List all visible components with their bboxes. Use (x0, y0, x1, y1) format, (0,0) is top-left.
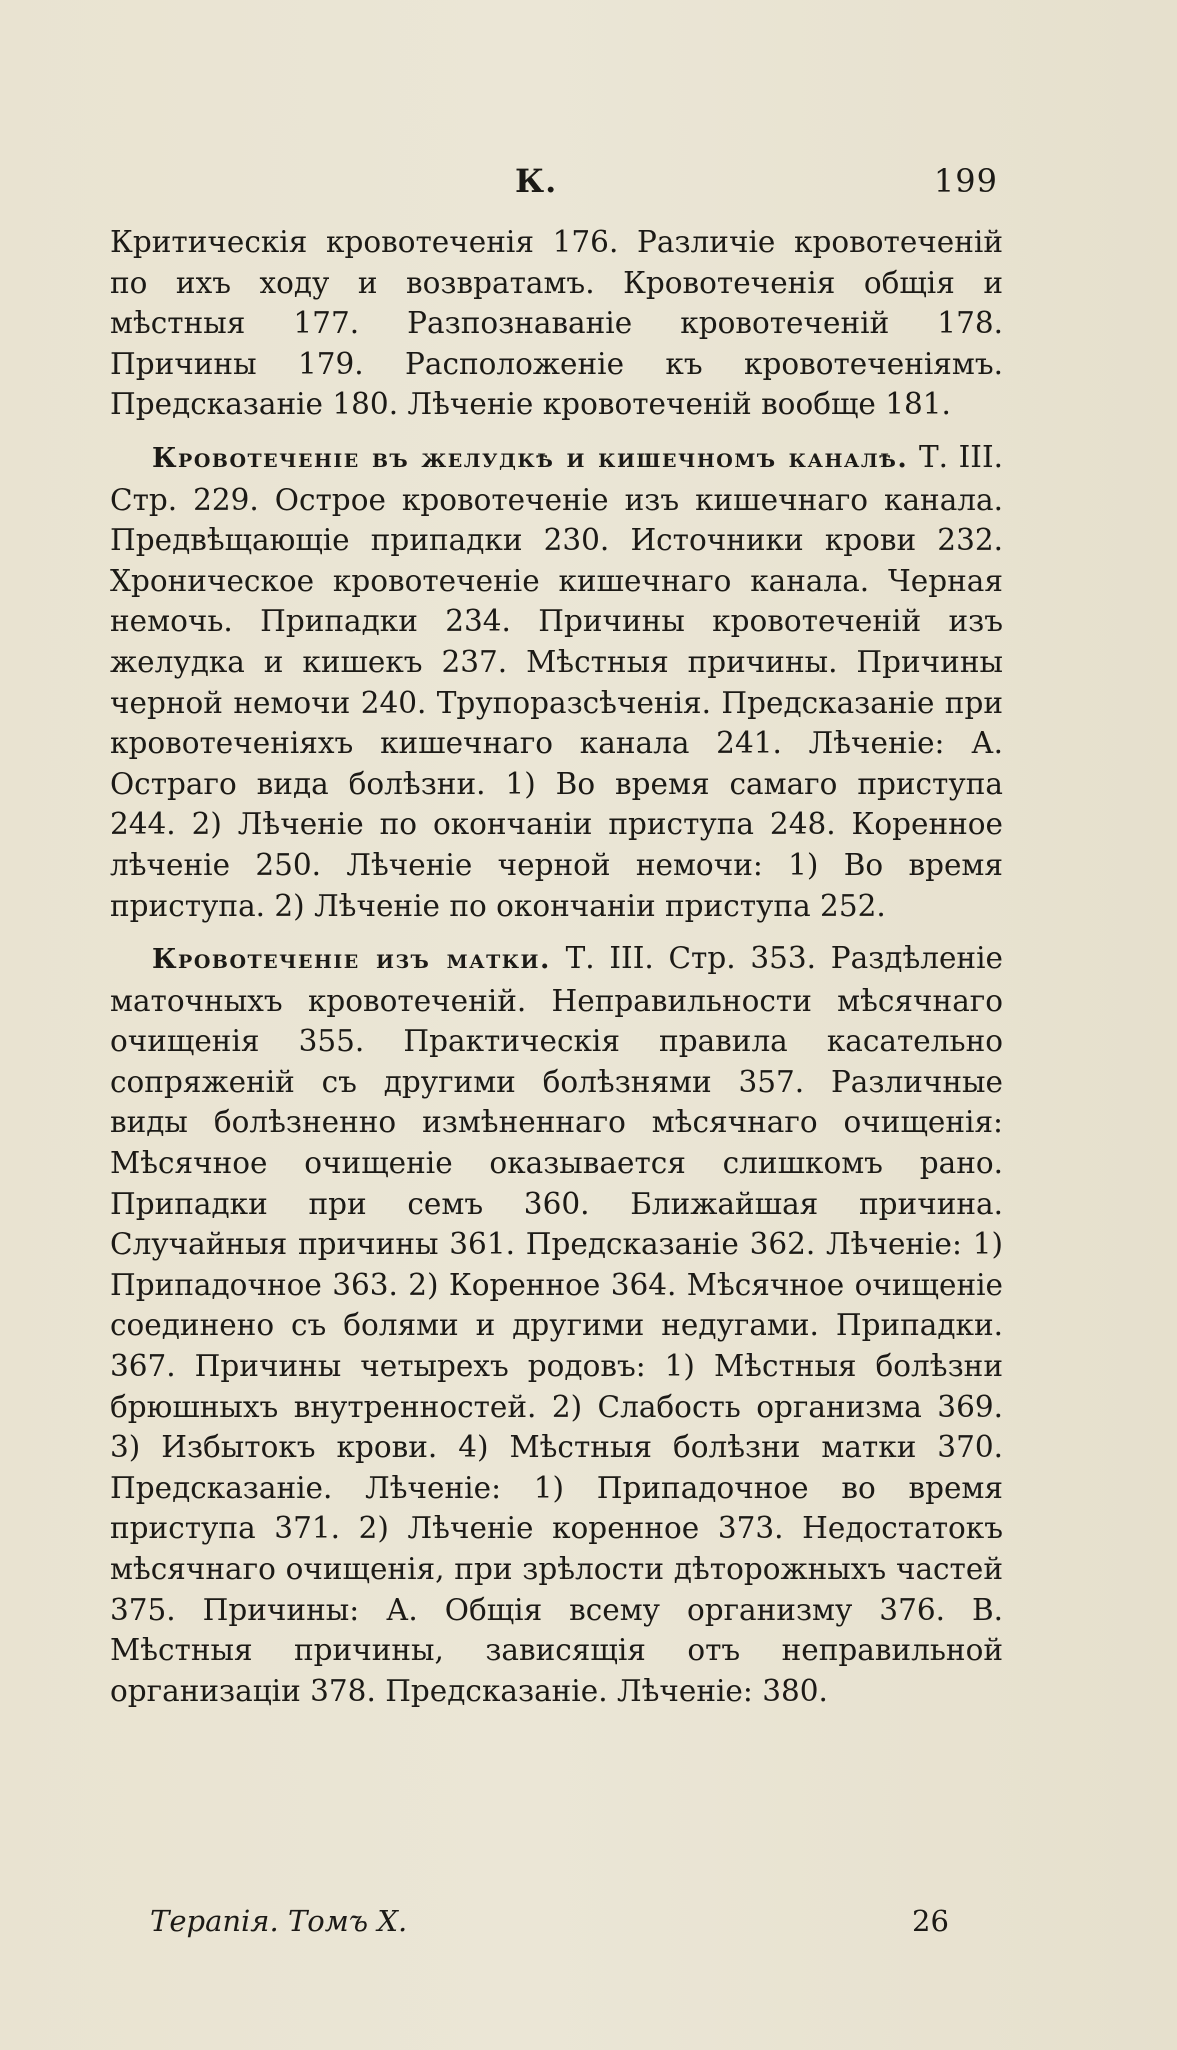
entry-text: Критическія кровотеченія 176. Различіе кровотеченій по ихъ ходу и возвратамъ. Кровотеченія общія и мѣстныя 177. Разпознаваніе кровотеченій 178. Причины 179. Расположеніе къ кровотеченіямъ. Предсказаніе 180. Лѣченіе кровотеченій вообще 181. (110, 225, 1003, 422)
index-entry (110, 938, 1003, 1711)
entry-text: Т. III. Стр. 229. Острое кровотеченіе изъ кишечнаго канала. Предвѣщающіе припадки 230. Источники крови 232. Хроническое кровотеченіе кишечнаго канала. Черная немочь. Припадки 234. Причины кровотеченій изъ желудка и кишекъ 237. Мѣстныя причины. Причины черной немочи 240. Трупоразсѣченія. Предсказаніе при кровотеченіяхъ кишечнаго канала 241. Лѣченіе: А. Остраго вида болѣзни. 1) Во время самаго приступа 244. 2) Лѣченіе по окончаніи приступа 248. Коренное лѣченіе 250. Лѣченіе черной немочи: 1) Во время приступа. 2) Лѣченіе по окончаніи приступа 252. (110, 439, 1003, 923)
page-number: 199 (933, 162, 998, 200)
signature-mark: 26 (912, 1904, 949, 1938)
entry-heading: Кровотеченіе изъ матки. (152, 944, 551, 976)
page-footer (150, 1904, 950, 1938)
running-header (150, 150, 1030, 210)
index-entry (110, 437, 1003, 926)
index-body (110, 222, 1003, 1715)
footer-title: Терапія. Томъ X. (150, 1904, 408, 1938)
entry-heading: Кровотеченіе въ желудкѣ и кишечномъ каналѣ. (152, 442, 909, 474)
header-letter: К. (515, 162, 558, 200)
index-entry (110, 222, 1003, 425)
entry-text: Т. III. Стр. 353. Раздѣленіе маточныхъ кровотеченій. Неправильности мѣсячнаго очищенія 355. Практическія правила касательно сопряженій съ другими болѣзнями 357. Различные виды болѣзненно измѣненнаго мѣсячнаго очищенія: Мѣсячное очищеніе оказывается слишкомъ рано. Припадки при семъ 360. Ближайшая причина. Случайныя причины 361. Предсказаніе 362. Лѣченіе: 1) Припадочное 363. 2) Коренное 364. Мѣсячное очищеніе соединено съ болями и другими недугами. Припадки. 367. Причины четырехъ родовъ: 1) Мѣстныя болѣзни брюшныхъ внутренностей. 2) Слабость организма 369. 3) Избытокъ крови. 4) Мѣстныя болѣзни матки 370. Предсказаніе. Лѣченіе: 1) Припадочное во время приступа 371. 2) Лѣченіе коренное 373. Недостатокъ мѣсячнаго очищенія, при зрѣлости дѣторожныхъ частей 375. Причины: А. Общія всему организму 376. В. Мѣстныя причины, зависящія отъ неправильной организаціи 378. Предсказаніе. Лѣченіе: 380. (110, 941, 1003, 1708)
